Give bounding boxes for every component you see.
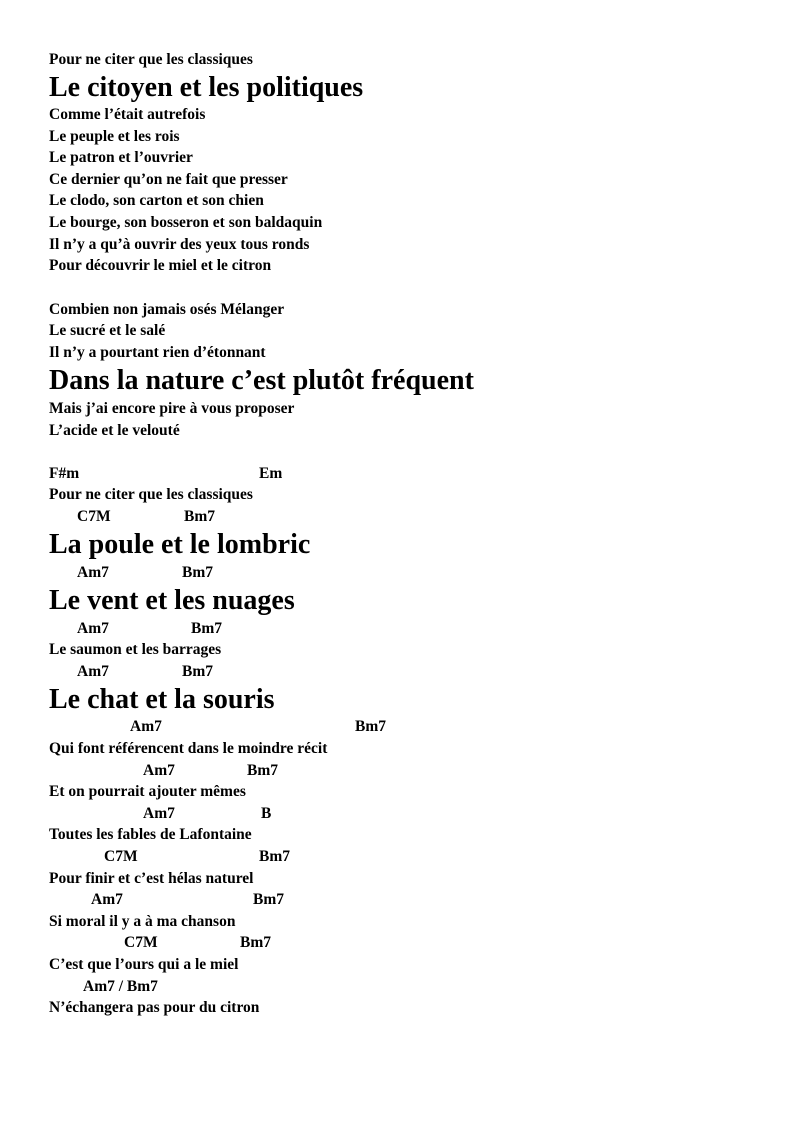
lyric-line-highlight: Dans la nature c’est plutôt fréquent: [49, 365, 474, 396]
lyric-line: L’acide et le velouté: [49, 422, 180, 439]
chord: Am7: [77, 620, 109, 637]
chord: Bm7: [184, 508, 215, 525]
chord: C7M: [104, 848, 138, 865]
lyric-line: C’est que l’ours qui a le miel: [49, 956, 239, 973]
chord: Am7: [91, 891, 123, 908]
chord: Em: [259, 465, 283, 482]
lyric-line: Le clodo, son carton et son chien: [49, 192, 264, 209]
chord: Bm7: [259, 848, 290, 865]
lyric-line: Pour finir et c’est hélas naturel: [49, 870, 254, 887]
lyric-line: N’échangera pas pour du citron: [49, 999, 260, 1016]
lyric-line-highlight: La poule et le lombric: [49, 529, 311, 560]
chord: Bm7: [191, 620, 222, 637]
lyric-line: Comme l’était autrefois: [49, 106, 206, 123]
lyric-line: Qui font référencent dans le moindre récit: [49, 740, 328, 757]
chord: Am7: [130, 718, 162, 735]
chord: B: [261, 805, 272, 822]
lyric-line: Et on pourrait ajouter mêmes: [49, 783, 246, 800]
chord: Bm7: [240, 934, 271, 951]
lyric-line: Pour découvrir le miel et le citron: [49, 257, 272, 274]
lyric-line: Le patron et l’ouvrier: [49, 149, 193, 166]
chord: C7M: [124, 934, 158, 951]
chord: Bm7: [253, 891, 284, 908]
lyric-line: Pour ne citer que les classiques: [49, 51, 253, 68]
chord: F#m: [49, 465, 80, 482]
lyric-line: Ce dernier qu’on ne fait que presser: [49, 171, 288, 188]
lyric-line: Combien non jamais osés Mélanger: [49, 301, 285, 318]
lyric-line: Le peuple et les rois: [49, 128, 180, 145]
lyric-line-highlight: Le vent et les nuages: [49, 585, 295, 616]
lyric-line-highlight: Le citoyen et les politiques: [49, 72, 364, 103]
lyric-line: Le sucré et le salé: [49, 322, 166, 339]
chord: Bm7: [182, 663, 213, 680]
lyric-line: Pour ne citer que les classiques: [49, 486, 253, 503]
chord: Am7: [77, 663, 109, 680]
chord: Am7: [143, 762, 175, 779]
lyric-line: Si moral il y a à ma chanson: [49, 913, 236, 930]
chord: Bm7: [182, 564, 213, 581]
chord: Bm7: [247, 762, 278, 779]
chord: C7M: [77, 508, 111, 525]
chord: Am7: [77, 564, 109, 581]
lyric-line: Le saumon et les barrages: [49, 641, 222, 658]
chord: Bm7: [355, 718, 386, 735]
lyric-line: Mais j’ai encore pire à vous proposer: [49, 400, 295, 417]
lyric-line: Toutes les fables de Lafontaine: [49, 826, 252, 843]
lyric-line: Il n’y a qu’à ouvrir des yeux tous ronds: [49, 236, 310, 253]
lyric-line: Le bourge, son bosseron et son baldaquin: [49, 214, 323, 231]
lyric-line-highlight: Le chat et la souris: [49, 684, 275, 715]
lyric-line: Il n’y a pourtant rien d’étonnant: [49, 344, 266, 361]
chord: Am7 / Bm7: [83, 978, 158, 995]
chord: Am7: [143, 805, 175, 822]
